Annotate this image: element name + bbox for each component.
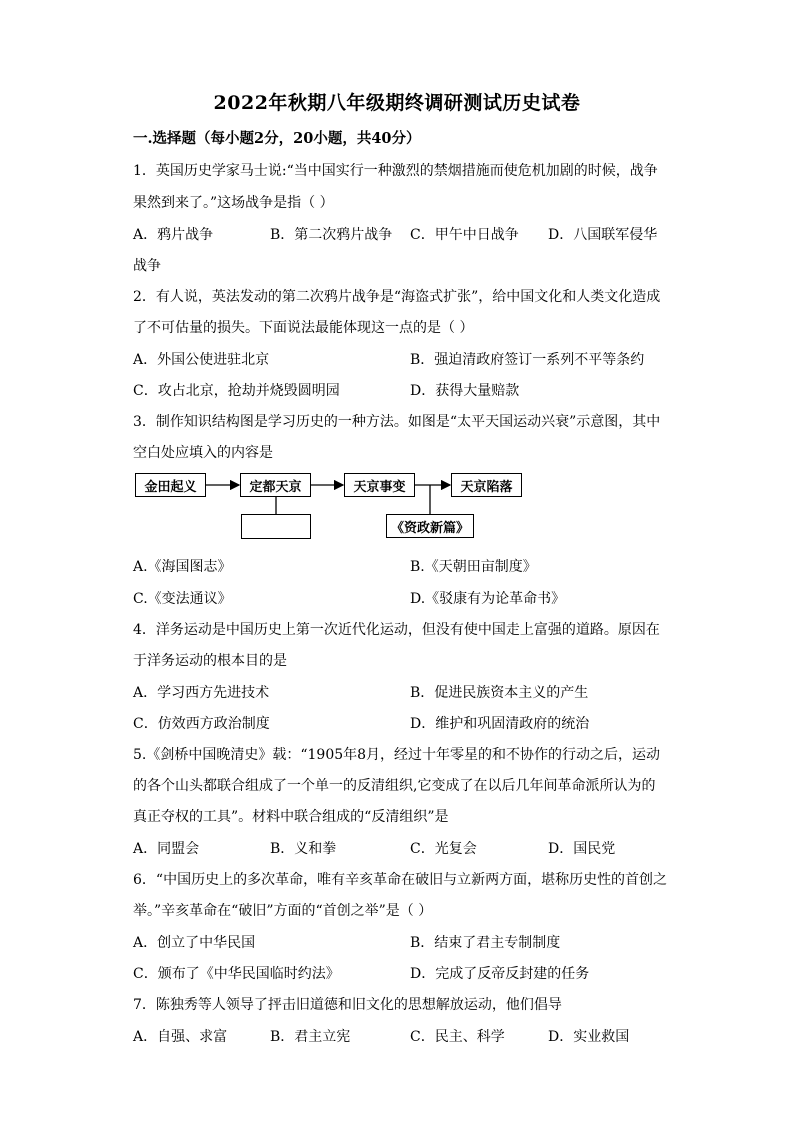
question-5-option-c[interactable]: C．光复会 <box>410 841 477 857</box>
diagram-node-jintian: 金田起义 <box>135 473 206 497</box>
question-2-option-d[interactable]: D．获得大量赔款 <box>410 383 520 399</box>
question-6-option-a[interactable]: A．创立了中华民国 <box>133 935 256 951</box>
question-6-line-1: 6．“中国历史上的多次革命，唯有辛亥革命在破旧与立新两方面，堪称历史性的首创之 <box>133 872 668 888</box>
diagram-node-xianluo: 天京陷落 <box>451 473 522 497</box>
question-5-line-1: 5.《剑桥中国晚清史》载：“1905年8月，经过十年零星的和不协作的行动之后，运动 <box>133 747 661 763</box>
question-6-option-c[interactable]: C．颁布了《中华民国临时约法》 <box>133 966 340 982</box>
question-1-option-a[interactable]: A．鸦片战争 <box>133 227 214 243</box>
section-heading: 一.选择题（每小题2分，20小题，共40分） <box>133 130 421 147</box>
diagram-node-shibian: 天京事变 <box>344 473 415 497</box>
question-4-line-1: 4．洋务运动是中国历史上第一次近代化运动，但没有使中国走上富强的道路。原因在 <box>133 622 660 638</box>
question-2-option-a[interactable]: A．外国公使进驻北京 <box>133 352 270 368</box>
question-2-option-b[interactable]: B．强迫清政府签订一系列不平等条约 <box>410 352 645 368</box>
question-2-option-c[interactable]: C．攻占北京，抢劫并烧毁圆明园 <box>133 383 340 399</box>
question-5-option-d[interactable]: D．国民党 <box>548 841 616 857</box>
question-6-option-b[interactable]: B．结束了君主专制制度 <box>410 935 561 951</box>
question-2-line-2: 了不可估量的损失。下面说法最能体现这一点的是（ ） <box>133 320 474 336</box>
diagram-node-dingdu: 定都天京 <box>240 473 311 497</box>
question-4-option-d[interactable]: D．维护和巩固清政府的统治 <box>410 716 590 732</box>
question-1-option-d[interactable]: D．八国联军侵华 <box>548 227 658 243</box>
question-3-option-c[interactable]: C.《变法通议》 <box>133 591 232 607</box>
question-1-line-1: 1．英国历史学家马士说:“当中国实行一种激烈的禁烟措施而使危机加剧的时候，战争 <box>133 163 658 179</box>
question-7-line-1: 7．陈独秀等人领导了抨击旧道德和旧文化的思想解放运动，他们倡导 <box>133 997 562 1013</box>
question-4-line-2: 于洋务运动的根本目的是 <box>133 653 287 669</box>
question-7-option-d[interactable]: D．实业救国 <box>548 1029 630 1045</box>
question-1-option-c[interactable]: C．甲午中日战争 <box>410 227 519 243</box>
question-5-option-b[interactable]: B．义和拳 <box>270 841 337 857</box>
exam-title: 2022年秋期八年级期终调研测试历史试卷 <box>213 92 581 114</box>
question-7-option-a[interactable]: A．自强、求富 <box>133 1029 228 1045</box>
diagram-node-zizheng: 《资政新篇》 <box>386 514 474 538</box>
question-3-option-b[interactable]: B.《天朝田亩制度》 <box>410 559 537 575</box>
question-5-line-3: 真正夺权的工具”。材料中联合组成的“反清组织”是 <box>133 809 449 825</box>
question-3-line-1: 3．制作知识结构图是学习历史的一种方法。如图是“太平天国运动兴衰”示意图，其中 <box>133 414 661 430</box>
question-6-option-d[interactable]: D．完成了反帝反封建的任务 <box>410 966 590 982</box>
question-6-line-2: 举。”辛亥革命在“破旧”方面的“首创之举”是（ ） <box>133 903 433 919</box>
question-4-option-c[interactable]: C．仿效西方政治制度 <box>133 716 270 732</box>
question-3-option-a[interactable]: A.《海国图志》 <box>133 559 232 575</box>
question-1-option-d-wrap: 战争 <box>133 258 161 274</box>
question-7-option-b[interactable]: B．君主立宪 <box>270 1029 351 1045</box>
diagram-node-blank <box>241 514 311 539</box>
question-7-option-c[interactable]: C．民主、科学 <box>410 1029 505 1045</box>
question-1-option-b[interactable]: B．第二次鸦片战争 <box>270 227 393 243</box>
question-3-line-2: 空白处应填入的内容是 <box>133 445 273 461</box>
question-4-option-b[interactable]: B．促进民族资本主义的产生 <box>410 685 589 701</box>
question-3-option-d[interactable]: D.《驳康有为论革命书》 <box>410 591 566 607</box>
question-4-option-a[interactable]: A．学习西方先进技术 <box>133 685 270 701</box>
question-5-line-2: 的各个山头都联合组成了一个单一的反清组织,它变成了在以后几年间革命派所认为的 <box>133 778 656 794</box>
question-5-option-a[interactable]: A．同盟会 <box>133 841 200 857</box>
question-2-line-1: 2．有人说，英法发动的第二次鸦片战争是“海盗式扩张”，给中国文化和人类文化造成 <box>133 289 661 305</box>
question-1-line-2: 果然到来了。”这场战争是指（ ） <box>133 195 334 211</box>
